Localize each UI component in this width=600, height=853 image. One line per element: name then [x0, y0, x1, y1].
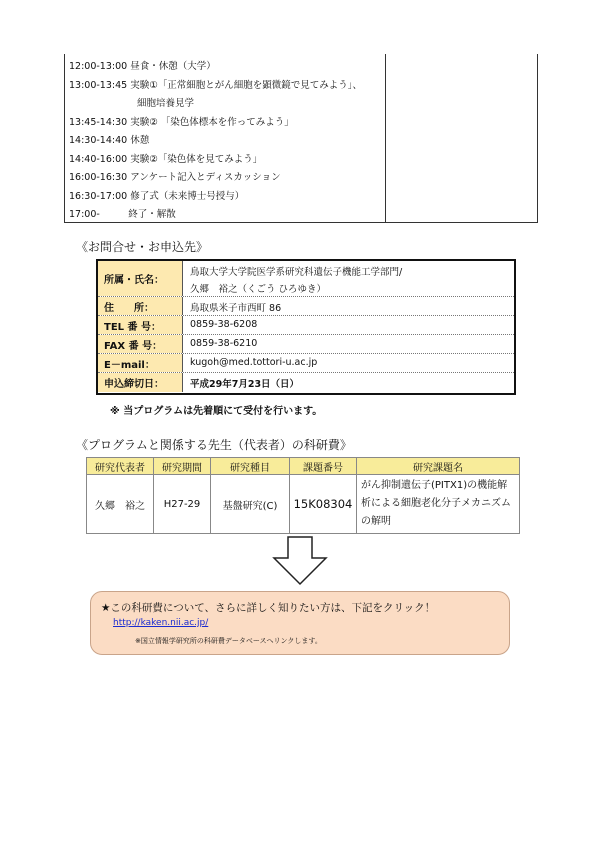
schedule-table — [64, 54, 538, 223]
contact-row-tel — [98, 316, 514, 335]
table-row — [87, 475, 520, 534]
kaken-heading: 《プログラムと関係する先生（代表者）の科研費》 — [76, 438, 352, 452]
contact-row-address — [98, 297, 514, 316]
name-label: 所属・氏名： — [98, 261, 182, 296]
contact-row-name — [98, 261, 514, 297]
contact-heading: 《お問合せ・お申込先》 — [76, 240, 209, 254]
contact-row-fax — [98, 335, 514, 354]
cell-rep: 久郷 裕之 — [87, 475, 154, 534]
schedule-divider — [385, 54, 386, 222]
cell-number: 15K08304 — [290, 475, 357, 534]
header-number: 課題番号 — [290, 458, 357, 475]
down-arrow-icon — [270, 536, 330, 586]
title-line3: の解明 — [361, 516, 391, 527]
contact-table — [96, 259, 516, 395]
name-value-line2: 久郷 裕之（くごう ひろゆき） — [190, 284, 327, 295]
tel-label: TEL 番 号： — [98, 316, 182, 334]
kaken-table — [86, 457, 520, 534]
schedule-row: 14:40-16:00 実験②「染色体を見てみよう」 — [69, 154, 263, 165]
cell-title — [357, 475, 520, 534]
cell-period: H27-29 — [154, 475, 211, 534]
info-message: ★この科研費について、さらに詳しく知りたい方は、下記をクリック！ — [101, 602, 436, 614]
info-small-note: ※国立情報学研究所の科研費データベースへリンクします。 — [135, 637, 322, 645]
schedule-row: 17:00- 終了・解散 — [69, 209, 176, 220]
contact-row-email — [98, 354, 514, 373]
schedule-row: 16:00-16:30 アンケート記入とディスカッション — [69, 172, 281, 183]
deadline-value: 平成29年7月23日（日） — [190, 379, 300, 390]
schedule-row: 細胞培養見学 — [137, 98, 195, 109]
kaken-info-box — [90, 591, 510, 655]
tel-value: 0859-38-6208 — [190, 319, 258, 330]
header-period: 研究期間 — [154, 458, 211, 475]
name-value-line1: 鳥取大学大学院医学系研究科遺伝子機能工学部門/ — [190, 267, 403, 278]
schedule-row: 16:30-17:00 修了式（未来博士号授与） — [69, 191, 245, 202]
schedule-row: 14:30-14:40 休憩 — [69, 135, 150, 146]
title-line1: がん抑制遺伝子(PITX1)の機能解 — [361, 480, 508, 491]
cell-type: 基盤研究(C) — [211, 475, 290, 534]
deadline-label: 申込締切日： — [98, 373, 182, 392]
schedule-row: 13:00-13:45 実験①「正常細胞とがん細胞を顕微鏡で見てみよう」、 — [69, 80, 362, 91]
kaken-header-row — [87, 458, 520, 475]
header-rep: 研究代表者 — [87, 458, 154, 475]
kaken-link[interactable]: http://kaken.nii.ac.jp/ — [113, 618, 209, 628]
contact-row-deadline — [98, 373, 514, 392]
schedule-row: 12:00-13:00 昼食・休憩（大学） — [69, 61, 216, 72]
title-line2: 析による細胞老化分子メカニズム — [361, 498, 511, 509]
header-title: 研究課題名 — [357, 458, 520, 475]
address-value: 鳥取県米子市西町 86 — [190, 303, 282, 314]
schedule-row: 13:45-14:30 実験② 「染色体標本を作ってみよう」 — [69, 117, 294, 128]
first-come-note: ※ 当プログラムは先着順にて受付を行います。 — [110, 406, 323, 417]
address-label: 住 所： — [98, 297, 182, 315]
header-type: 研究種目 — [211, 458, 290, 475]
email-value[interactable]: kugoh@med.tottori-u.ac.jp — [190, 357, 318, 368]
fax-label: FAX 番 号： — [98, 335, 182, 353]
fax-value: 0859-38-6210 — [190, 338, 258, 349]
email-label: E－mail： — [98, 354, 182, 372]
